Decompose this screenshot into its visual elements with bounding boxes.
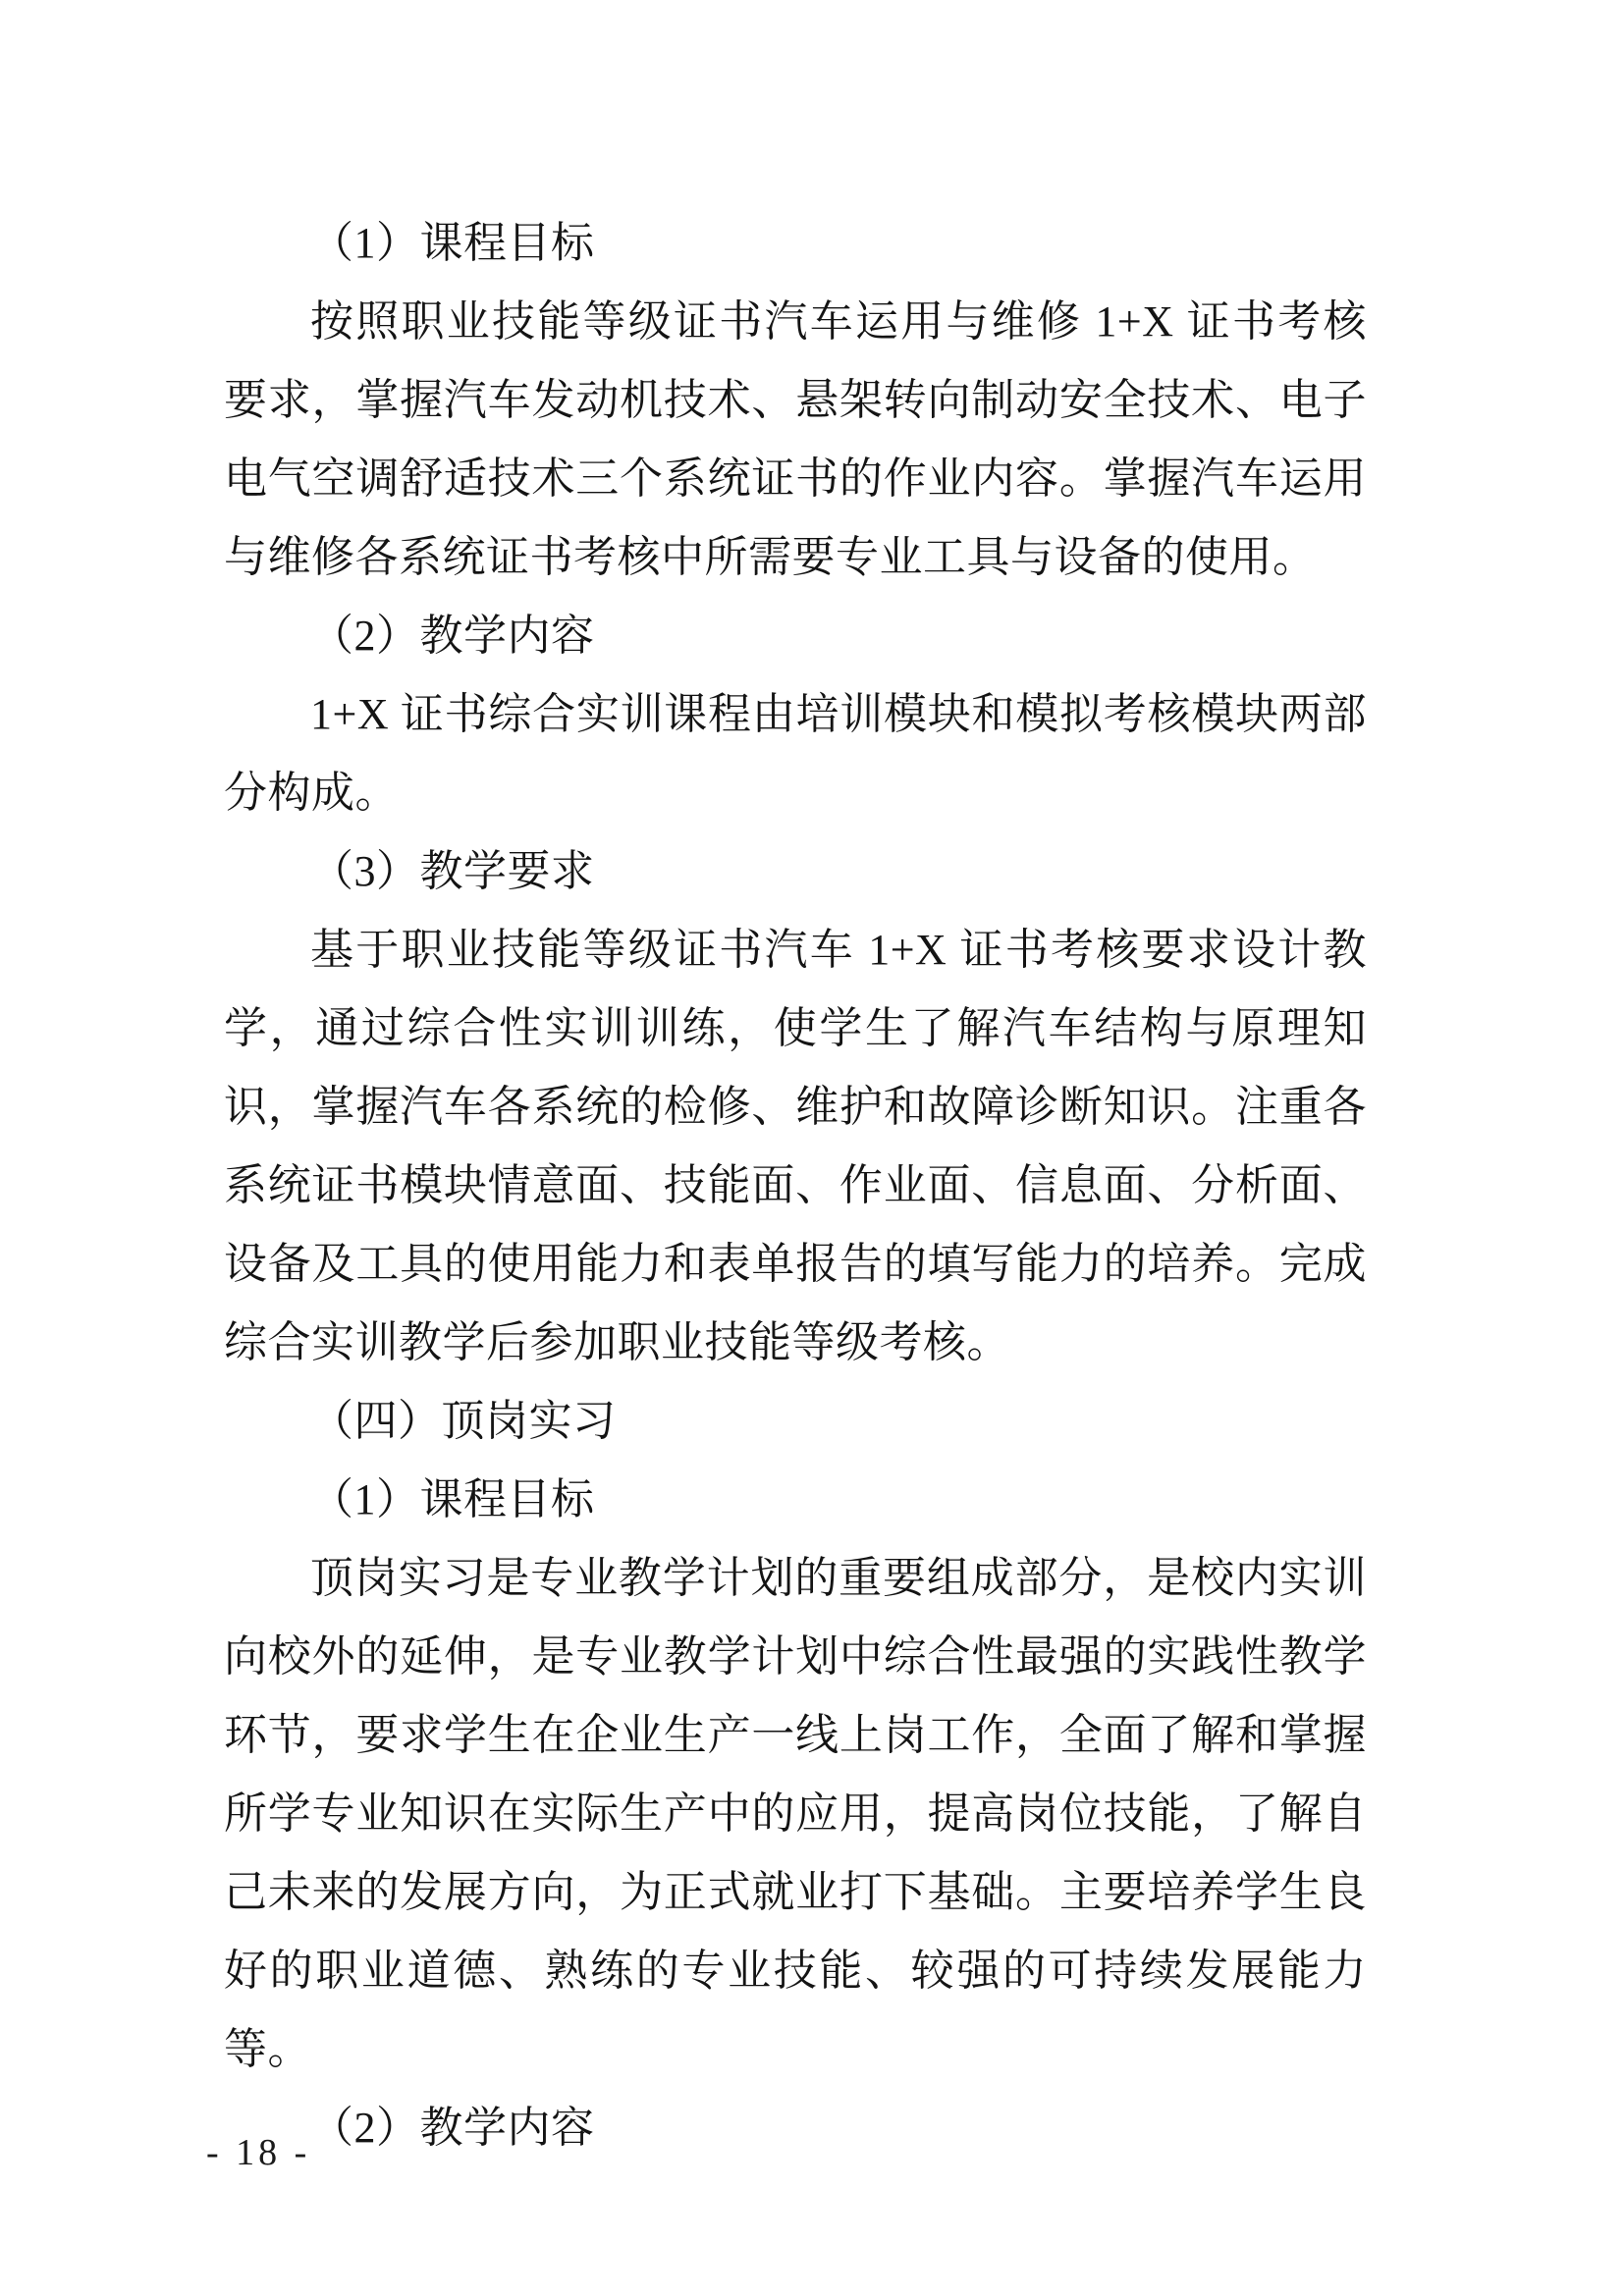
- paragraph-teaching-content-1: 1+X 证书综合实训课程由培训模块和模拟考核模块两部分构成。: [224, 690, 1367, 817]
- heading-teaching-content-2: （2）教学内容: [310, 2104, 595, 2152]
- paragraph-course-objective-1: 按照职业技能等级证书汽车运用与维修 1+X 证书考核要求，掌握汽车发动机技术、悬架转向制动安全技术、电子电气空调舒适技术三个系统证书的作业内容。掌握汽车运用与维修各系统证书考核中所需要专业工具与设备的使用。: [224, 297, 1367, 581]
- heading-section-four-internship: （四）顶岗实习: [310, 1397, 617, 1445]
- heading-course-objective-1: （1）课程目标: [310, 219, 595, 267]
- heading-course-objective-2: （1）课程目标: [310, 1475, 595, 1523]
- heading-teaching-content-1: （2）教学内容: [310, 612, 595, 660]
- heading-teaching-requirements: （3）教学要求: [310, 847, 595, 895]
- paragraph-teaching-requirements: 基于职业技能等级证书汽车 1+X 证书考核要求设计教学，通过综合性实训训练，使学生了解汽车结构与原理知识，掌握汽车各系统的检修、维护和故障诊断知识。注重各系统证书模块情意面、技能面、作业面、信息面、分析面、设备及工具的使用能力和表单报告的填写能力的培养。完成综合实训教学后参加职业技能等级考核。: [224, 926, 1367, 1366]
- document-body: [224, 204, 1367, 2167]
- paragraph-course-objective-2: 顶岗实习是专业教学计划的重要组成部分，是校内实训向校外的延伸，是专业教学计划中综合性最强的实践性教学环节，要求学生在企业生产一线上岗工作，全面了解和掌握所学专业知识在实际生产中的应用，提高岗位技能，了解自己未来的发展方向，为正式就业打下基础。主要培养学生良好的职业道德、熟练的专业技能、较强的可持续发展能力等。: [224, 1554, 1367, 2073]
- page-number: - 18 -: [206, 2132, 311, 2173]
